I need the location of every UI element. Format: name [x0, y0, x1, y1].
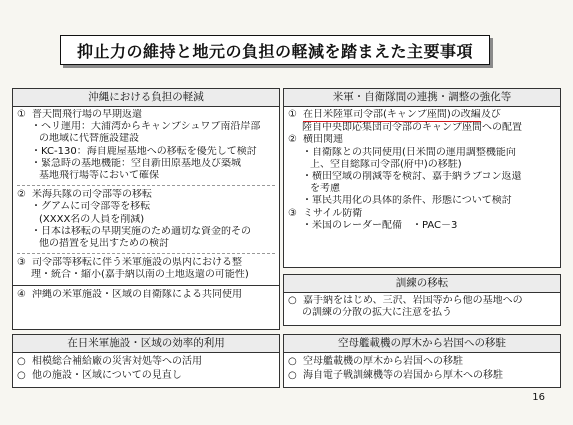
list-item: ① 在日米陸軍司令部(キャンプ座間)の改編 及び: [288, 109, 556, 122]
list-item: ① 普天間飛行場の早期返還: [17, 109, 142, 120]
carrier-relocation-panel: [283, 334, 561, 388]
list-item: を考慮: [310, 183, 340, 195]
list-item: ・米国のレーダー配備 ・PAC－3: [302, 219, 458, 231]
list-item: 陸自中央即応集団司令部のキャンプ座間への配置: [302, 122, 522, 134]
list-item: ○ 海自電子戦訓練機等の岩国から厚木への移駐: [288, 370, 503, 381]
list-item: ④ 沖縄の米軍施設・区域の自衛隊による共同使用: [17, 288, 242, 300]
divider: [17, 185, 275, 186]
list-item: (XXXX名の人員を削減): [39, 213, 145, 225]
divider: [13, 285, 279, 286]
list-item: ○ 空母艦載機の厚木から岩国への移駐: [288, 356, 463, 367]
list-item: ② 横田関連: [288, 134, 343, 146]
list-item: ・緊急時の基地機能：空自新田原基地及び築城: [31, 157, 241, 169]
okinawa-burden-panel: [12, 88, 280, 330]
divider: [17, 253, 275, 254]
okinawa-burden-heading: 沖縄における負担の軽減: [13, 89, 279, 107]
list-item: ③ 司令部等移転に伴う米軍施設の県内における整: [17, 257, 242, 269]
title-box: [60, 35, 490, 65]
list-item: ・ヘリ運用：大浦湾からキャンプシュワブ南沿岸部: [31, 121, 261, 133]
list-item: 他の措置を見出すための検討: [39, 238, 169, 250]
list-item: ・グアムに司令部等を移転: [31, 201, 151, 213]
page-number: 16: [532, 392, 545, 403]
list-item: 上、空自総隊司令部(府中)の移駐): [310, 158, 462, 170]
list-item: ② 米海兵隊の司令部等の移転: [17, 189, 152, 201]
highlighted-text: 在日米陸軍司令部(キャンプ座間)の改編: [303, 109, 481, 122]
list-item: の訓練の分散の拡大に注意を払う: [302, 307, 452, 319]
coordination-panel: [283, 88, 561, 268]
list-item: ・自衛隊との共同使用(日米間の運用調整機能向: [302, 146, 516, 158]
carrier-relocation-heading: 空母艦載機の厚木から岩国への移駐: [284, 335, 560, 353]
list-item: ③ ミサイル防衛: [288, 207, 363, 219]
base-efficiency-heading: 在日米軍施設・区域の効率的利用: [13, 335, 279, 353]
list-item: ・KC-130：海自鹿屋基地への移転を優先して検討: [31, 145, 257, 157]
list-item: ○ 他の施設・区域についての見直し: [17, 370, 182, 381]
list-item: ・日本は移転の早期実施のため適切な資金的その: [31, 225, 251, 237]
list-item: ○ 相模総合補給廠の災害対処等への活用: [17, 356, 202, 367]
page-title: 抑止力の維持と地元の負担の軽減を踏まえた主要事項: [76, 41, 473, 61]
coordination-heading: 米軍・自衛隊間の連携・調整の強化等: [284, 89, 560, 107]
list-item: ・横田空域の削減等を検討、嘉手納ラプコン返還: [302, 171, 522, 183]
training-heading: 訓練の移転: [284, 275, 560, 293]
list-item: ・軍民共用化の具体的条件、形態について検討: [302, 195, 512, 207]
list-item: の地域に代替施設建設: [39, 133, 139, 145]
training-panel: [283, 274, 561, 326]
list-item: ○ 嘉手納をはじめ、三沢、岩国等から他の基地への: [288, 295, 523, 306]
list-item: 基地飛行場等において確保: [39, 170, 159, 182]
list-item: 理・統合・縮小(嘉手納以南の土地返還の可能性): [31, 269, 249, 281]
base-efficiency-panel: [12, 334, 280, 388]
